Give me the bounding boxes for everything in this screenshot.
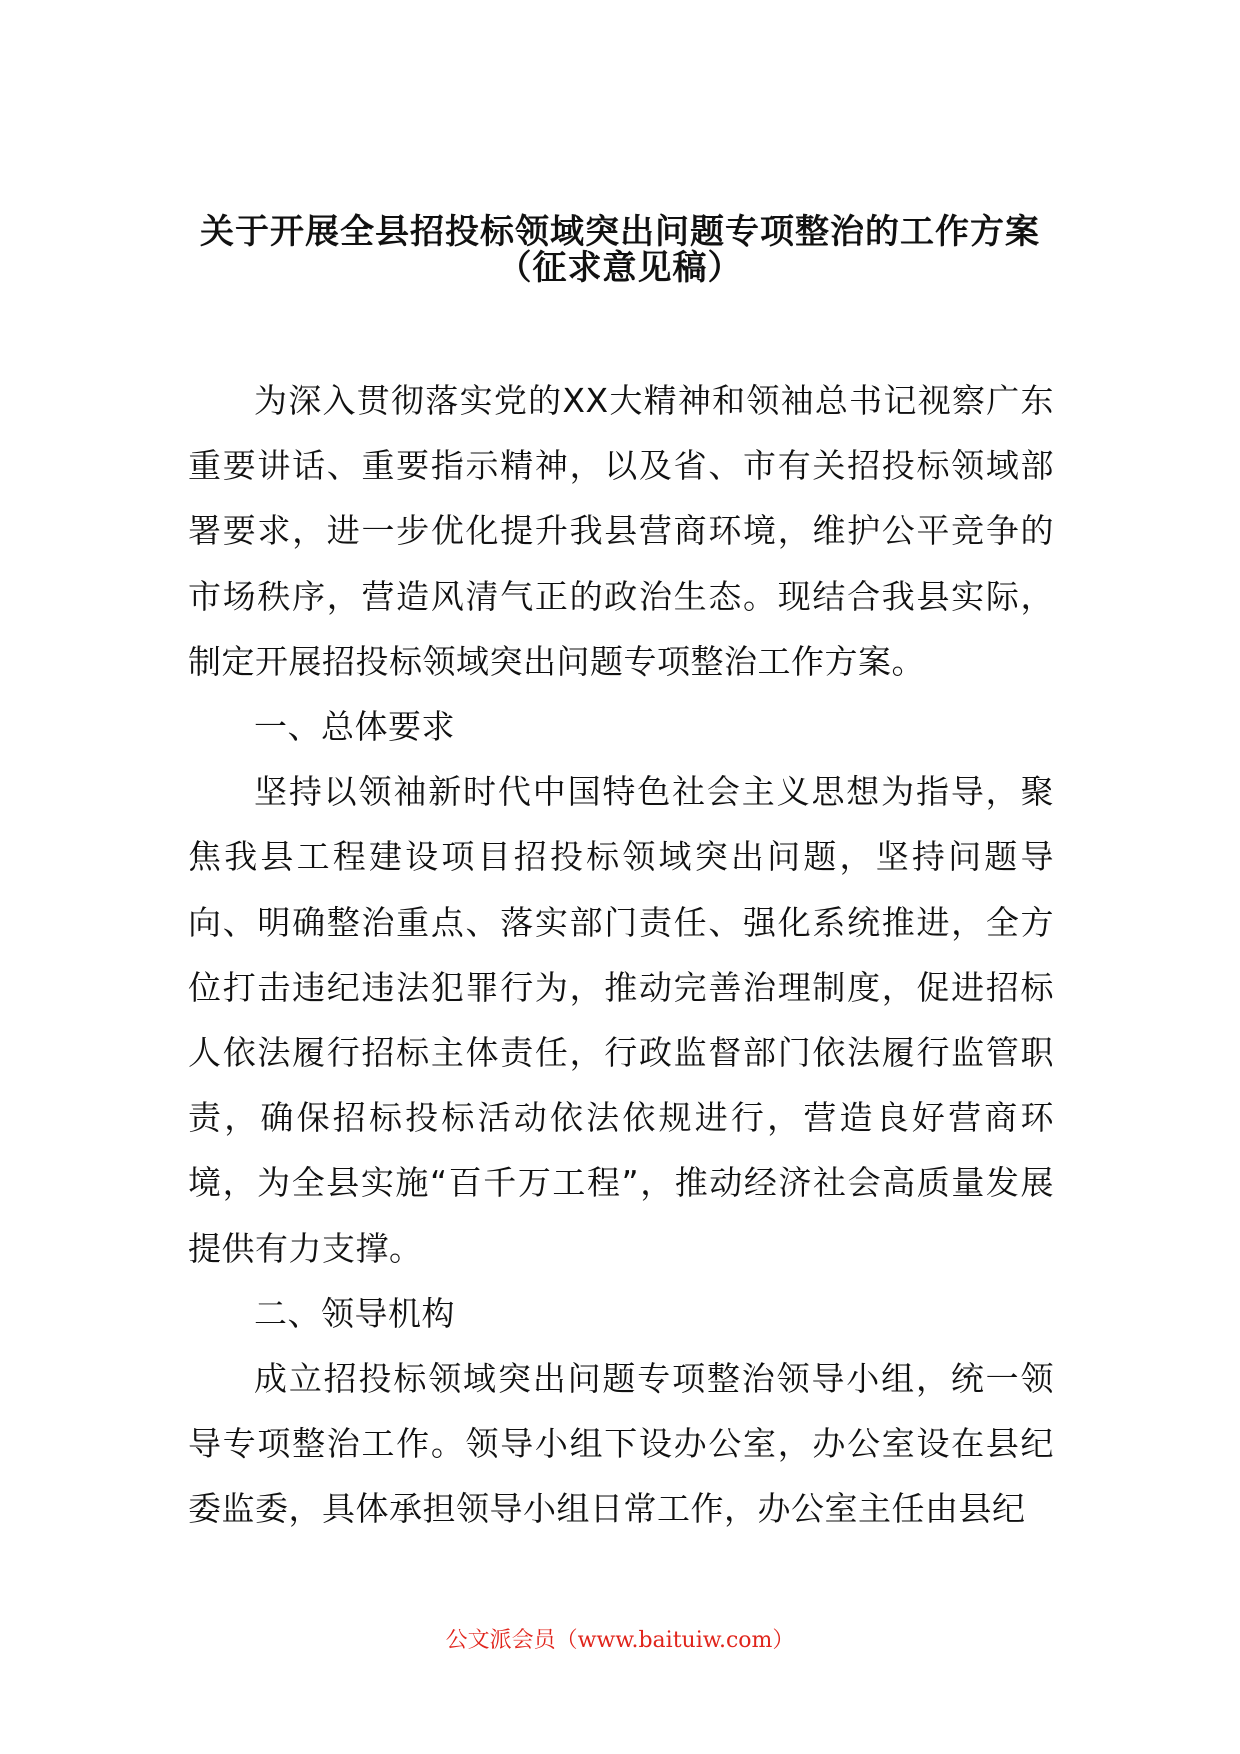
document-subtitle: （征求意见稿） (497, 248, 743, 288)
footer-watermark: 公文派会员（www.baituiw.com） (445, 1628, 795, 1653)
document-body (188, 368, 1054, 1542)
paragraph-intro: 为深入贯彻落实党的XX大精神和领袖总书记视察广东重要讲话、重要指示精神，以及省、市有关招投标领域部署要求，进一步优化提升我县营商环境，维护公平竞争的市场秩序，营造风清气正的政治生态。现结合我县实际，制定开展招投标领域突出问题专项整治工作方案。 (188, 381, 1054, 681)
paragraph-general-requirements: 坚持以领袖新时代中国特色社会主义思想为指导，聚焦我县工程建设项目招投标领域突出问题，坚持问题导向、明确整治重点、落实部门责任、强化系统推进，全方位打击违纪违法犯罪行为，推动完善治理制度，促进招标人依法履行招标主体责任，行政监督部门依法履行监管职责，确保招标投标活动依法依规进行，营造良好营商环境，为全县实施“百千万工程”，推动经济社会高质量发展提供有力支撑。 (188, 772, 1054, 1268)
document-title: 关于开展全县招投标领域突出问题专项整治的工作方案 (200, 212, 1040, 252)
paragraph-leadership: 成立招投标领域突出问题专项整治领导小组，统一领导专项整治工作。领导小组下设办公室，办公室设在县纪委监委，具体承担领导小组日常工作，办公室主任由县纪 (188, 1359, 1054, 1529)
section-heading-general-requirements: 一、总体要求 (254, 707, 455, 747)
section-heading-leadership: 二、领导机构 (254, 1293, 455, 1333)
